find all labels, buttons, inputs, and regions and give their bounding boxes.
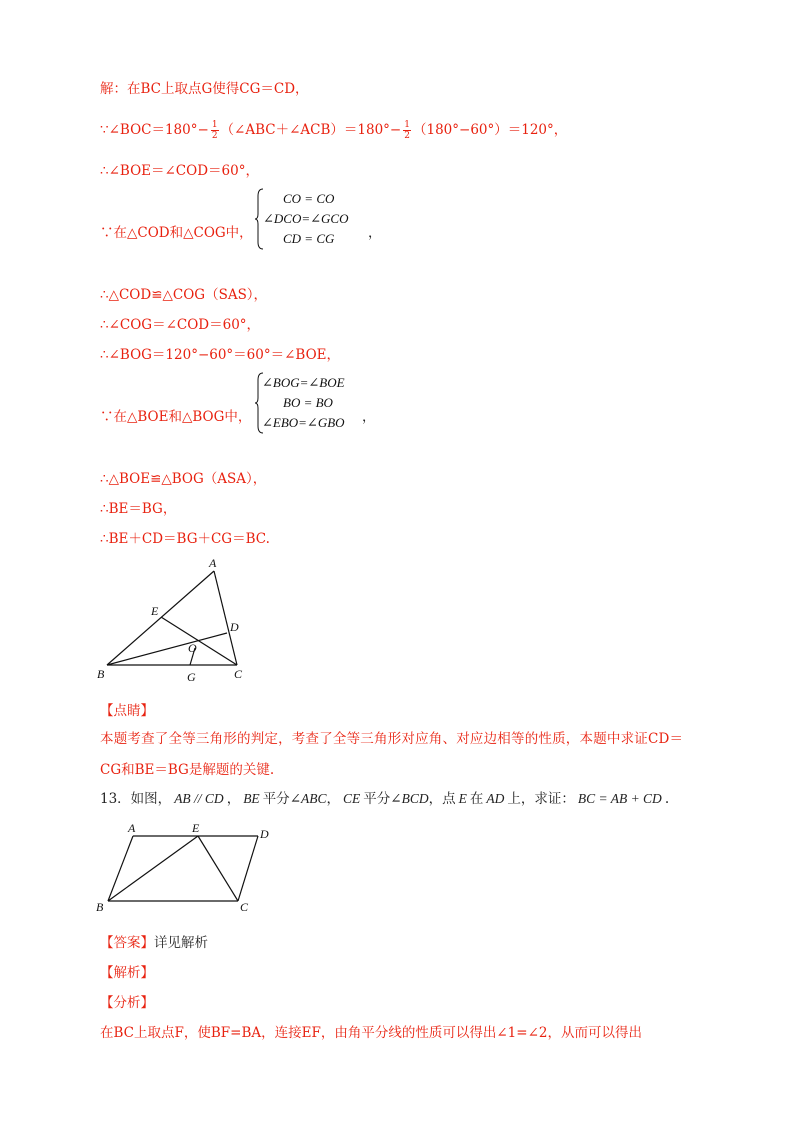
solution-line-10: ∴BE＝BG， [100, 501, 177, 517]
fenxi-text: 在BC上取点F，使BF=BA，连接EF，由角平分线的性质可以得出∠1=∠2，从而可以得出 [100, 1025, 642, 1041]
label-a: A [209, 556, 217, 570]
solution-line-5: ∴△COD≌△COG（SAS）， [100, 287, 268, 303]
answer-bracket: 【答案】 [100, 935, 154, 951]
label-b: B [96, 900, 104, 914]
equation-system-2 [255, 372, 375, 436]
answer-text: 详见解析 [154, 935, 208, 951]
triangle-figure-1 [90, 555, 270, 690]
angle-boc-expression: ∵∠BOC＝180°− [100, 122, 209, 138]
equation-row: ∠DCO=∠GCO [263, 211, 349, 226]
system-comma: ， [362, 409, 376, 425]
label-b: B [97, 667, 105, 681]
solution-line-6: ∴∠COG＝∠COD＝60°， [100, 317, 261, 333]
label-e: E [192, 821, 200, 835]
analysis-heading: 【解析】 [100, 965, 154, 981]
equation-row: ∠BOG=∠BOE [262, 375, 345, 390]
fraction-half-2: $\frac{1}{2}$ [404, 120, 410, 141]
label-a: A [128, 821, 136, 835]
equation-system-1 [255, 188, 375, 252]
comment-text-2: CG和BE＝BG是解题的关键. [100, 762, 275, 778]
equation-row: ∠EBO=∠GBO [262, 415, 345, 430]
solution-line-7: ∴∠BOG＝120°−60°＝60°＝∠BOE， [100, 347, 341, 363]
fenxi-heading: 【分析】 [100, 995, 154, 1011]
equation-row: BO = BO [283, 395, 333, 410]
answer-line [100, 934, 208, 952]
equation-row: CO = CO [283, 191, 335, 206]
solution-line-4: ∵在△COD和△COG中， [100, 225, 253, 241]
solution-line-1: 解：在BC上取点G使得CG＝CD， [100, 81, 309, 97]
comment-heading: 【点睛】 [100, 703, 154, 719]
label-d: D [230, 620, 239, 634]
label-o: O [188, 641, 197, 655]
solution-line-9: ∴△BOE≌△BOG（ASA）， [100, 471, 267, 487]
fraction-half: $\frac{1}{2}$ [211, 120, 218, 141]
angle-result-expression: （180°−60°）＝120°， [412, 122, 568, 138]
solution-line-8: ∵在△BOE和△BOG中， [100, 409, 252, 425]
system-comma: ， [368, 225, 382, 241]
solution-line-11: ∴BE＋CD＝BG＋CG＝BC. [100, 531, 270, 547]
label-c: C [240, 900, 249, 914]
label-e: E [151, 604, 159, 618]
solution-line-2 [100, 120, 567, 141]
comment-text-1: 本题考查了全等三角形的判定，考查了全等三角形对应角、对应边相等的性质，本题中求证CD＝ [100, 731, 684, 747]
angle-sum-expression: （∠ABC＋∠ACB）＝180°− [220, 122, 402, 138]
label-d: D [260, 827, 269, 841]
label-c: C [234, 667, 243, 681]
quadrilateral-figure-2 [90, 818, 280, 918]
label-g: G [187, 670, 196, 684]
problem-13-statement: 13．如图， AB // CD ， BE 平分∠ABC， CE 平分∠BCD，点 E 在 AD 上，求证： BC = AB + CD . [100, 791, 670, 807]
equation-row: CD = CG [283, 231, 335, 246]
solution-line-3: ∴∠BOE＝∠COD＝60°， [100, 163, 259, 179]
